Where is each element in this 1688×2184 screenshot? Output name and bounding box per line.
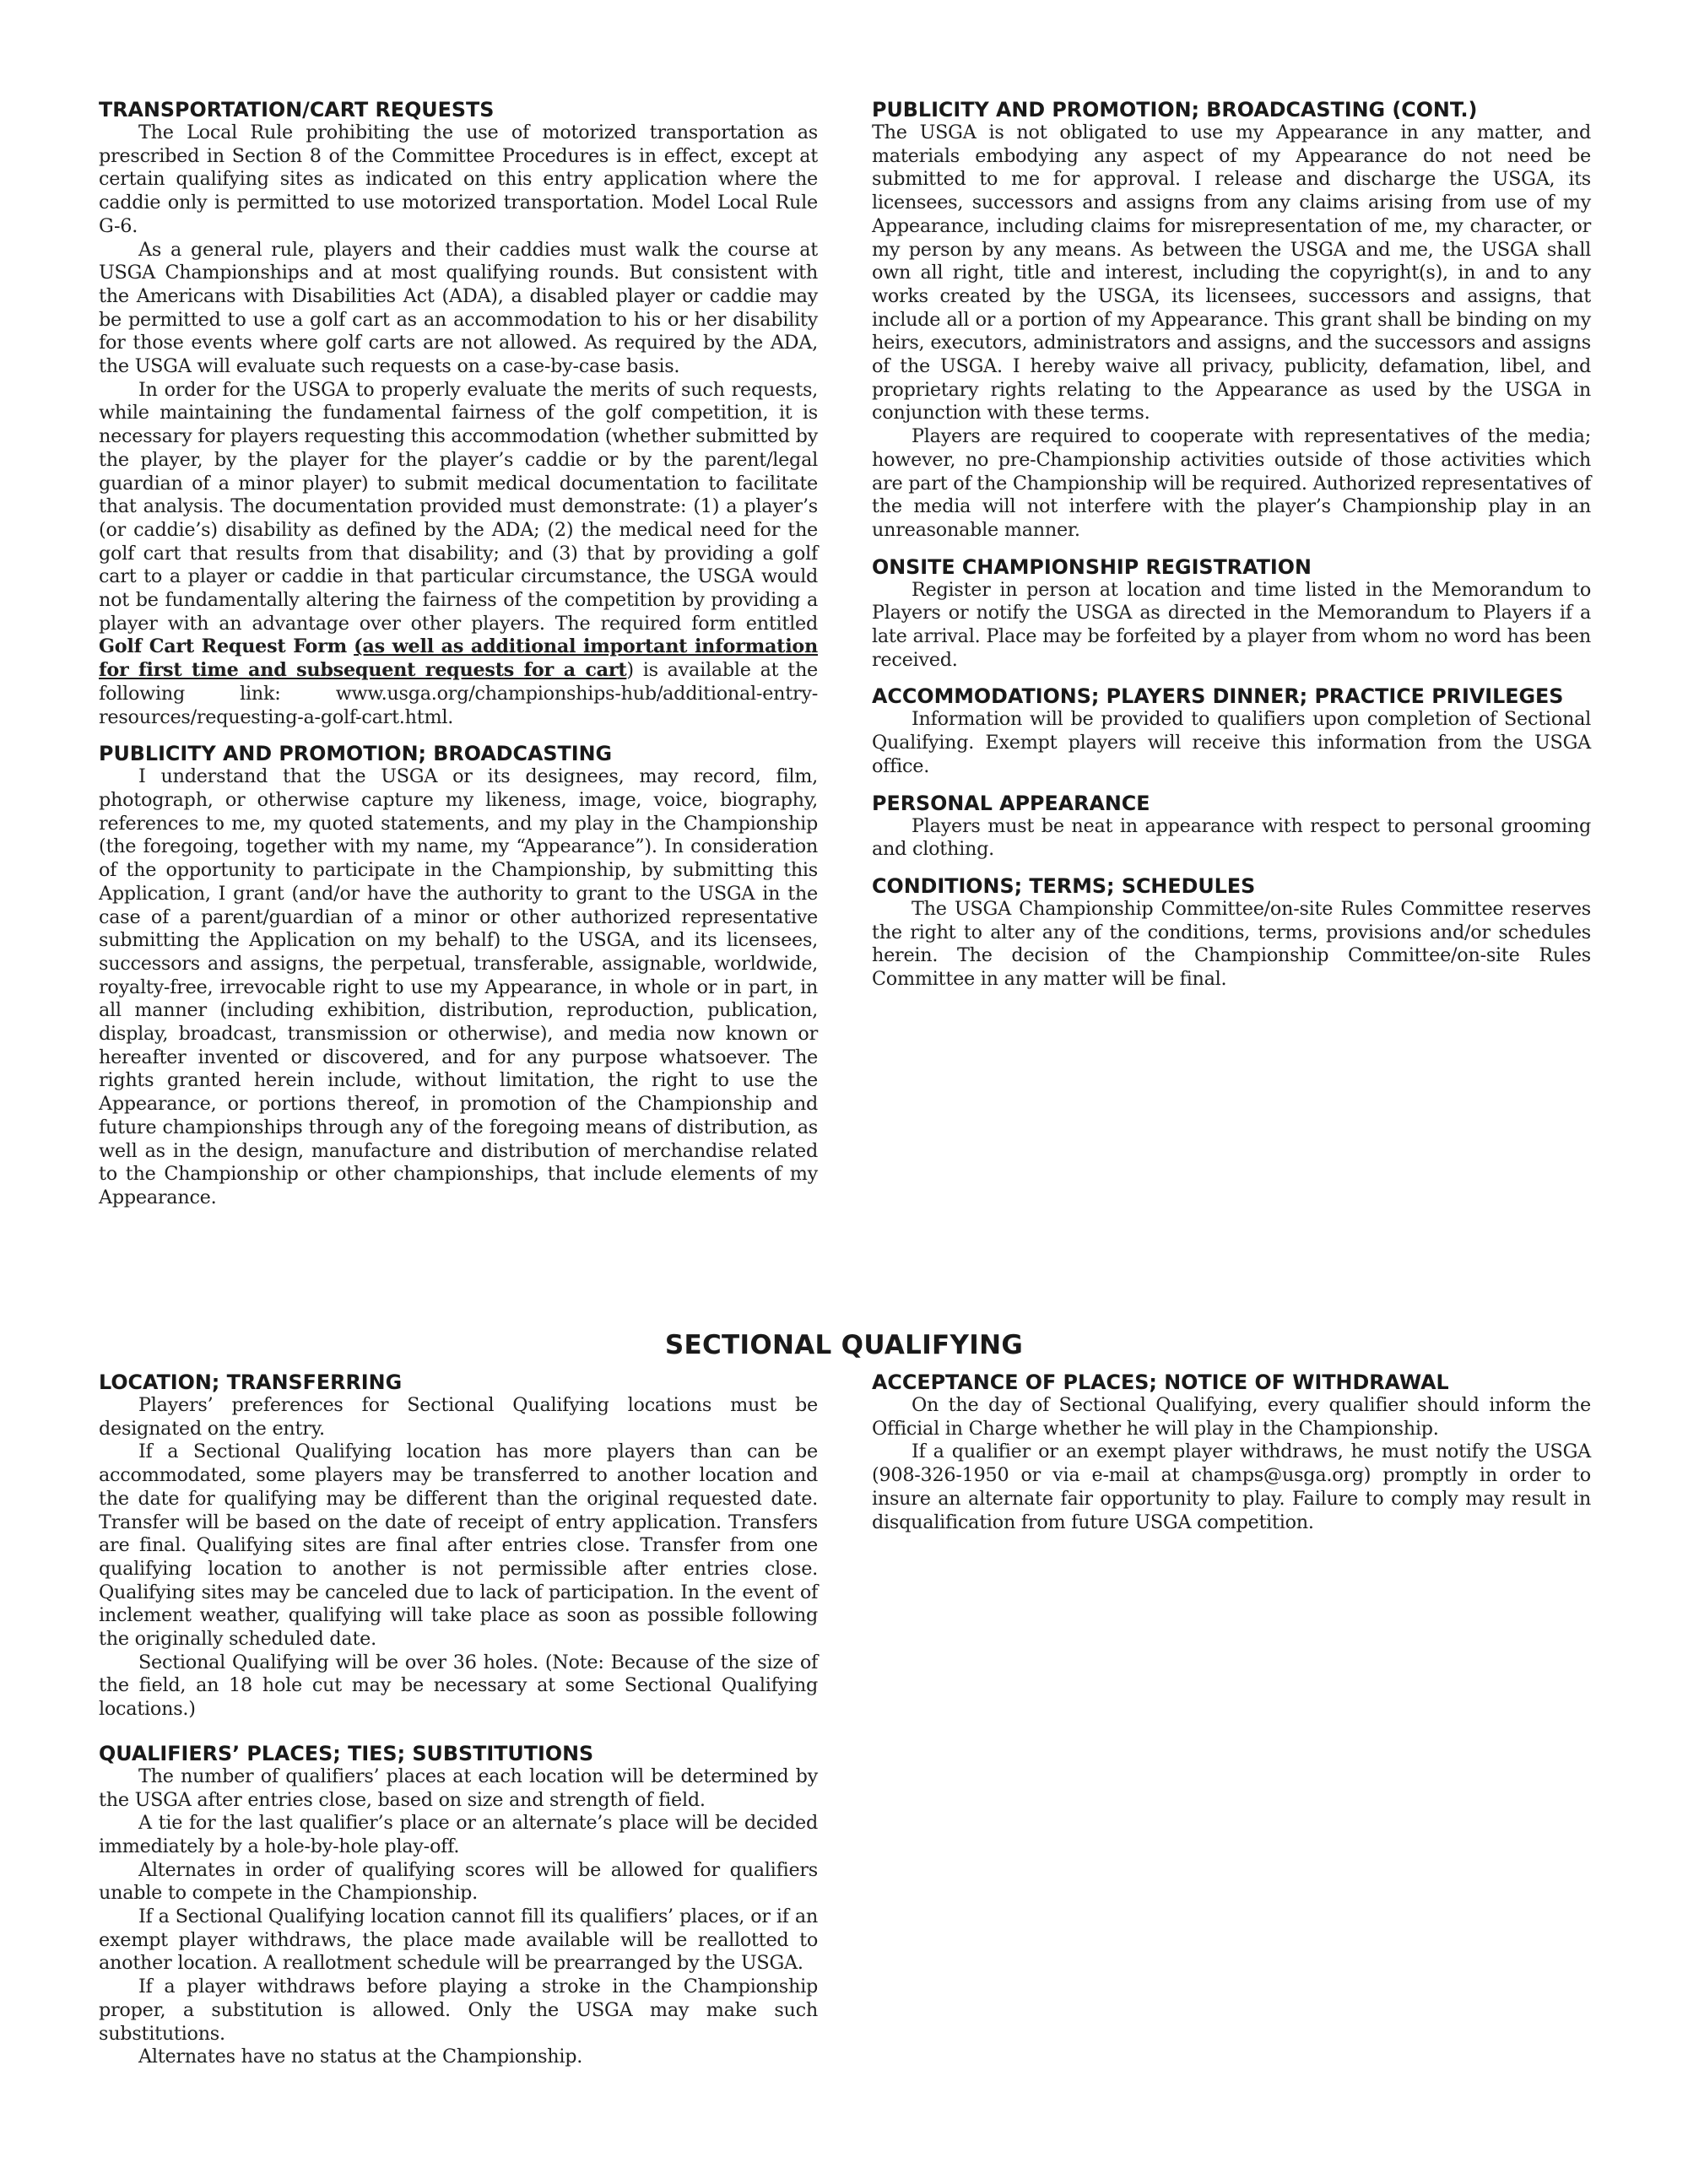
bottom-left-column bbox=[99, 1370, 818, 2069]
section-transportation bbox=[99, 98, 818, 729]
paragraph: Alternates have no status at the Championship. bbox=[138, 2046, 583, 2068]
section-heading: ONSITE CHAMPIONSHIP REGISTRATION bbox=[872, 554, 1312, 579]
section-location-transferring bbox=[99, 1370, 818, 1722]
section-heading: QUALIFIERS’ PLACES; TIES; SUBSTITUTIONS bbox=[99, 1741, 594, 1765]
paragraph: Register in person at location and time listed in the Memorandum to Players or notify the USGA as directed in the Memorandum to Players if a late arrival. Place may be forfeited by a player from whom no word has been received. bbox=[872, 578, 1591, 671]
section-heading: ACCOMMODATIONS; PLAYERS DINNER; PRACTICE PRIVILEGES bbox=[872, 684, 1564, 709]
section-publicity bbox=[99, 742, 818, 1209]
paragraph bbox=[99, 379, 818, 730]
paragraph: Players’ preferences for Sectional Qualifying locations must be designated on the entry. bbox=[99, 1394, 818, 1440]
paragraph-text: In order for the USGA to properly evaluate the merits of such requests, while maintaining the fundamental fairness of the golf competition, it is necessary for players requesting this accommodation (whether submitted by the player, by the player for the player’s caddie or by the parent/legal guardian of a minor player) to submit medical documentation to facilitate that analysis. The documentation provided must demonstrate: (1) a player’s (or caddie’s) disability as defined by the ADA; (2) the medical need for the golf cart that results from that disability; and (3) that by providing a golf cart to a player or caddie in that particular circumstance, the USGA would not be fundamentally altering the fairness of the competition by providing a player with an advantage over other players. The required form entitled bbox=[99, 378, 818, 635]
section-heading: PERSONAL APPEARANCE bbox=[872, 791, 1150, 815]
paragraph: Sectional Qualifying will be over 36 holes. (Note: Because of the size of the field, an 18 hole cut may be necessary at some Sectional Qualifying locations.) bbox=[99, 1651, 818, 1721]
sectional-qualifying-title: SECTIONAL QUALIFYING bbox=[664, 1330, 1024, 1360]
golf-cart-form-title: Golf Cart Request Form bbox=[99, 635, 348, 658]
section-heading: LOCATION; TRANSFERRING bbox=[99, 1370, 403, 1394]
section-heading: CONDITIONS; TERMS; SCHEDULES bbox=[872, 873, 1256, 898]
section-heading: PUBLICITY AND PROMOTION; BROADCASTING bbox=[99, 742, 613, 766]
paragraph: If a player withdraws before playing a stroke in the Championship proper, a substitution is allowed. Only the USGA may make such substitutions. bbox=[99, 1976, 818, 2045]
top-right-column bbox=[872, 98, 1591, 992]
section-personal-appearance bbox=[872, 792, 1591, 862]
bottom-right-column bbox=[872, 1370, 1591, 1534]
paragraph: The USGA is not obligated to use my Appearance in any matter, and materials embodying any aspect of my Appearance do not need be submitted to me for approval. I release and discharge the USGA, its licensees, successors and assigns from any claims arising from use of my Appearance, including claims for misrepresentation of me, my character, or my person by any means. As between the USGA and me, the USGA shall own all right, title and interest, including the copyright(s), in and to any works created by the USGA, its licensees, successors and assigns, that include all or a portion of my Appearance. This grant shall be binding on my heirs, executors, administrators and assigns, and the successors and assigns of the USGA. I hereby waive all privacy, publicity, defamation, libel, and proprietary rights relating to the Appearance as used by the USGA in conjunction with these terms. bbox=[872, 122, 1591, 424]
section-onsite-registration bbox=[872, 555, 1591, 673]
section-heading: ACCEPTANCE OF PLACES; NOTICE OF WITHDRAWAL bbox=[872, 1370, 1449, 1394]
top-left-column bbox=[99, 98, 818, 1210]
paragraph: On the day of Sectional Qualifying, every qualifier should inform the Official in Charge whether he will play in the Championship. bbox=[872, 1394, 1591, 1440]
paragraph: The Local Rule prohibiting the use of motorized transportation as prescribed in Section 8 of the Committee Procedures is in effect, except at certain qualifying sites as indicated on this entry application where the caddie only is permitted to use motorized transportation. Model Local Rule G-6. bbox=[99, 122, 818, 237]
paragraph: Alternates in order of qualifying scores will be allowed for qualifiers unable to compete in the Championship. bbox=[99, 1858, 818, 1905]
section-publicity-cont bbox=[872, 98, 1591, 543]
paragraph: As a general rule, players and their caddies must walk the course at USGA Championships and at most qualifying rounds. But consistent with the Americans with Disabilities Act (ADA), a disabled player or caddie may be permitted to use a golf cart as an accommodation to his or her disability for those events where golf carts are not allowed. As required by the ADA, the USGA will evaluate such requests on a case-by-case basis. bbox=[99, 238, 818, 378]
section-conditions bbox=[872, 874, 1591, 992]
section-heading: TRANSPORTATION/CART REQUESTS bbox=[99, 98, 495, 122]
golf-cart-info-link[interactable]: (as well as additional important information for first time and subsequent requests for a cart bbox=[99, 635, 818, 682]
paragraph: The number of qualifiers’ places at each location will be determined by the USGA after entries close, based on size and strength of field. bbox=[99, 1765, 818, 1811]
paragraph: Information will be provided to qualifiers upon completion of Sectional Qualifying. Exempt players will receive this information from the USGA office. bbox=[872, 708, 1591, 777]
paragraph: If a Sectional Qualifying location has more players than can be accommodated, some players may be transferred to another location and the date for qualifying may be different than the original requested date. Transfer will be based on the date of receipt of entry application. Transfers are final. Qualifying sites are final after entries close. Transfer from one qualifying location to another is not permissible after entries close. Qualifying sites may be canceled due to lack of participation. In the event of inclement weather, qualifying will take place as soon as possible following the originally scheduled date. bbox=[99, 1441, 818, 1651]
section-acceptance-withdrawal bbox=[872, 1370, 1591, 1534]
paragraph: Players must be neat in appearance with respect to personal grooming and clothing. bbox=[872, 814, 1591, 861]
paragraph: If a qualifier or an exempt player withdraws, he must notify the USGA (908-326-1950 or via e-mail at champs@usga.org) promptly in order to insure an alternate fair opportunity to play. Failure to comply may result in disqualification from future USGA competition. bbox=[872, 1441, 1591, 1533]
paragraph: Players are required to cooperate with representatives of the media; however, no pre-Championship activities outside of those activities which are part of the Championship will be required. Authorized representatives of the media will not interfere with the player’s Championship play in an unreasonable manner. bbox=[872, 425, 1591, 541]
section-accommodations bbox=[872, 684, 1591, 778]
section-qualifiers-places bbox=[99, 1742, 818, 2069]
paragraph-text: ) is available at the following link: www.usga.org/championships-hub/additional-entry-resources/requesting-a-golf-cart.html. bbox=[99, 659, 818, 728]
section-heading: PUBLICITY AND PROMOTION; BROADCASTING (CONT.) bbox=[872, 98, 1478, 122]
paragraph: If a Sectional Qualifying location cannot fill its qualifiers’ places, or if an exempt player withdraws, the place made available will be reallotted to another location. A reallotment schedule will be prearranged by the USGA. bbox=[99, 1906, 818, 1975]
paragraph: I understand that the USGA or its designees, may record, film, photograph, or otherwise capture my likeness, image, voice, biography, references to me, my quoted statements, and my play in the Championship (the foregoing, together with my name, my “Appearance”). In consideration of the opportunity to participate in the Championship, by submitting this Application, I grant (and/or have the authority to grant to the USGA in the case of a parent/guardian of a minor or other authorized representative submitting the Application on my behalf) to the USGA, and its licensees, successors and assigns, the perpetual, transferable, assignable, worldwide, royalty-free, irrevocable right to use my Appearance, in whole or in part, in all manner (including exhibition, distribution, reproduction, publication, display, broadcast, transmission or otherwise), and media now known or hereafter invented or discovered, and for any purpose whatsoever. The rights granted herein include, without limitation, the right to use the Appearance, or portions thereof, in promotion of the Championship and future championships through any of the foregoing means of distribution, as well as in the design, manufacture and distribution of merchandise related to the Championship or other championships, that include elements of my Appearance. bbox=[99, 765, 818, 1208]
paragraph: The USGA Championship Committee/on-site Rules Committee reserves the right to alter any of the conditions, terms, provisions and/or schedules herein. The decision of the Championship Committee/on-site Rules Committee in any matter will be final. bbox=[872, 897, 1591, 991]
space bbox=[347, 635, 354, 657]
paragraph: A tie for the last qualifier’s place or an alternate’s place will be decided immediately by a hole-by-hole play-off. bbox=[99, 1812, 818, 1857]
